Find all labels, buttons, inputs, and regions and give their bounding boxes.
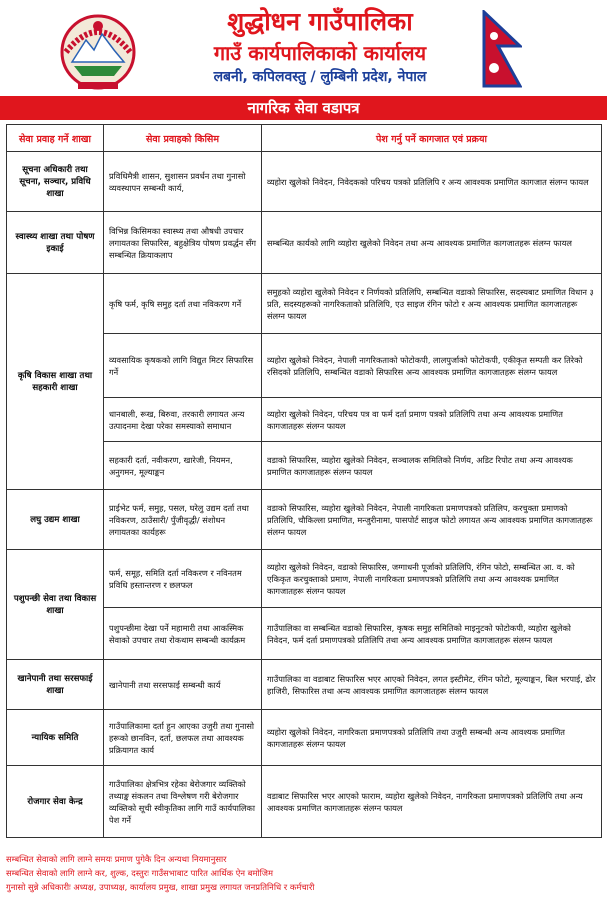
nepal-government-emblem <box>52 8 144 92</box>
documents-cell: व्यहोरा खुलेको निवेदन, परिचय पत्र वा फर्म दर्ता प्रमाण पत्रको प्रतिलिपि तथा अन्य आवश्यक प्रमाणित कागजातहरू संलग्न फायल <box>262 398 602 442</box>
documents-cell: गाउँपालिका वा सम्बन्धित वडाको सिफारिस, कृषक समुह समितिको माइनुटको फोटोकपी, व्यहोरा खुलेको निवेदन, फर्म दर्ता प्रमाणपत्रको प्रतिलिपि तथा अन्य आवश्यक प्रमाणित कागजातहरू संलग्न फायल <box>262 608 602 660</box>
service-cell: गाउँपालिकामा दर्ता हुन आएका उजुरी तथा गुनासो हरूको छानविन, दर्ता, छलफल तथा आवश्यक प्रक्रियागत कार्य <box>104 710 262 766</box>
documents-cell: व्यहोरा खुलेको निवेदन, निवेदकको परिचय पत्रको प्रतिलिपि र अन्य आवश्यक प्रमाणित कागजात संलग्न फायल <box>262 152 602 212</box>
column-header-documents: पेश गर्नु पर्ने कागजात एवं प्रक्रया <box>262 125 602 152</box>
footer-note-grievance-officer: गुनासो सुन्ने अधिकारीः अध्यक्ष, उपाध्यक्ष, कार्यालय प्रमुख, शाखा प्रमुख लगायत जनप्रतिनिधि र कर्मचारी <box>6 882 315 892</box>
column-header-branch: सेवा प्रवाह गर्ने शाखा <box>7 125 104 152</box>
table-row <box>7 152 602 212</box>
service-cell: खानेपानी तथा सरसफाई सम्बन्धी कार्य <box>104 660 262 710</box>
office-title: गाउँ कार्यपालिकाको कार्यालय <box>213 41 427 65</box>
table-row <box>7 550 602 608</box>
branch-name-cell: सूचना अधिकारी तथा सूचना, सञ्चार, प्रविधि शाखा <box>7 152 104 212</box>
table-row <box>7 490 602 550</box>
branch-name-cell: कृषि विकास शाखा तथा सहकारी शाखा <box>7 274 104 490</box>
table-row <box>7 710 602 766</box>
service-cell: धानबाली, रूख, बिरुवा, तरकारी लगायत अन्य उत्पादनमा देखा परेका समस्याको समाधान <box>104 398 262 442</box>
table-row <box>7 766 602 838</box>
documents-cell: व्यहोरा खुलेको निवेदन, नेपाली नागरिकताको फोटोकपी, लालपुर्जाको फोटोकपी, एकीकृत सम्पती कर तिरेको रसिदको प्रतिलिपि, सम्बन्धित वडाको सिफारिस अन्य आवश्यक प्रमाणित कागजातहरू संलग्न फायल <box>262 334 602 398</box>
service-cell: पशुपन्छीमा देखा पर्ने महामारी तथा आकस्मिक सेवाको उपचार तथा रोकथाम सम्बन्धी कार्यक्रम <box>104 608 262 660</box>
branch-name-cell: खानेपानी तथा सरसफाई शाखा <box>7 660 104 710</box>
table-row <box>7 274 602 334</box>
branch-name-cell: न्यायिक समिति <box>7 710 104 766</box>
documents-cell: समुहको व्यहोरा खुलेको निवेदन र निर्णयको प्रतिलिपि, सम्बन्धित वडाको सिफारिस, सदस्यबाट प्रमाणित विधान ३ प्रति, सदस्यहरूको नागरिकताको प्रतिलिपि, एउ साइज रंगिन फोटो र अन्य आवश्यक प्रमाणित कागजातहरू संलग्न फायल <box>262 274 602 334</box>
nepal-flag-icon <box>482 10 522 88</box>
citizen-charter-table <box>6 124 602 838</box>
service-cell: कृषि फर्म, कृषि समुह दर्ता तथा नविकरण गर्ने <box>104 274 262 334</box>
service-cell: विभिन्न किसिमका स्वास्थ्य तथा औषधी उपचार लगायतका सिफारिस, बहुक्षेत्रिय पोषण प्रवर्द्धन सँग सम्बन्धित क्रियाकलाप <box>104 212 262 274</box>
office-address: लबनी, कपिलवस्तु / लुम्बिनी प्रदेश, नेपाल <box>213 69 427 85</box>
service-cell: सहकारी दर्ता, नवीकरण, खारेजी, नियमन, अनुगमन, मूल्याङ्कन <box>104 442 262 490</box>
citizen-charter-banner: नागरिक सेवा वडापत्र <box>0 96 607 120</box>
table-row <box>7 660 602 710</box>
documents-cell: गाउँपालिका वा वडाबाट सिफारिस भएर आएको निवेदन, लगत इस्टीमेट, रंगिन फोटो, मूल्याङ्कन, बिल भरपाई, ढोर हाजिरी, सिफारिस तथा अन्य आवश्यक प्रमाणित कागजातहरू संलग्न फायल <box>262 660 602 710</box>
service-cell: प्राईभेट फर्म, समुह, पसल, घरेलु उद्यम दर्ता तथा नविकरण, ठाउँसारी/ पुँजीवृद्धी/ संशोधन लगायतका कार्यहरू <box>104 490 262 550</box>
service-cell: गाउँपालिका क्षेत्रभित्र रहेका बेरोजगार व्यक्तिको तथ्याङ्क संकलन तथा विश्लेषण गरी बेरोजगार व्यक्तिको सूची स्वीकृतिका लागि गाउँ कार्यपालिका पेश गर्ने <box>104 766 262 838</box>
branch-name-cell: लघु उद्यम शाखा <box>7 490 104 550</box>
footer-note-fees: सम्बन्धित सेवाको लागि लाग्ने कर, शुल्क, दस्तुरः गाउँसभाबाट पारित आर्थिक ऐन बमोजिम <box>6 868 274 878</box>
municipality-title: शुद्धोधन गाउँपालिका <box>227 7 413 36</box>
footer-note-time: सम्बन्धित सेवाको लागि लाग्ने समयः प्रमाण पुगेकै दिन अन्यथा नियमानुसार <box>6 854 227 864</box>
documents-cell: व्यहोरा खुलेको निवेदन, वडाको सिफारिस, जग्गाधनी पूर्जाको प्रतिलिपि, रंगिन फोटो, सम्बन्धित आ. व. को एकिकृत करचुक्ताको प्रमाण, नेपाली नागरिकता प्रमाणपत्रको प्रतिलिपि तथा अन्य आवश्यक प्रमाणित कागजातहरू संलग्न फायल <box>262 550 602 608</box>
documents-cell: सम्बन्धित कार्यको लागि व्यहोरा खुलेको निवेदन तथा अन्य आवश्यक प्रमाणित कागजातहरू संलग्न फायल <box>262 212 602 274</box>
documents-cell: वडाको सिफारिस, व्यहोरा खुलेको निवेदन, नेपाली नागरिकता प्रमाणपत्रको प्रतिलिप, करचुक्ता प्रमाणको प्रतिलिपि, चौकिल्ला प्रमाणित, मन्जुरीनामा, पासपोर्ट साइज फोटो लगायत अन्य आवश्यक प्रमाणित कागजातहरू संलग्न फायल <box>262 490 602 550</box>
column-header-service: सेवा प्रवाहको किसिम <box>104 125 262 152</box>
footer-notes <box>6 852 601 894</box>
branch-name-cell: रोजगार सेवा केन्द्र <box>7 766 104 838</box>
documents-cell: वडाको सिफारिस, व्यहोरा खुलेको निवेदन, सञ्चालक समितिको निर्णय, अडिट रिपोट तथा अन्य आवश्यक प्रमाणित कागजातहरू संलग्न फायल <box>262 442 602 490</box>
service-cell: व्यवसायिक कृषकको लागि विद्युत मिटर सिफारिस गर्ने <box>104 334 262 398</box>
header <box>0 0 607 96</box>
table-header-row <box>7 125 602 152</box>
documents-cell: वडाबाट सिफारिस भएर आएको फाराम, व्यहोरा खुलेको निवेदन, नागरिकता प्रमाणपत्रको प्रतिलिपि तथा अन्य आवश्यक प्रमाणित कागजातहरू संलग्न फायल <box>262 766 602 838</box>
table-row <box>7 212 602 274</box>
branch-name-cell: पशुपन्छी सेवा तथा विकास शाखा <box>7 550 104 660</box>
branch-name-cell: स्वास्थ्य शाखा तथा पोषण इकाई <box>7 212 104 274</box>
documents-cell: व्यहोरा खुलेको निवेदन, नागरिकता प्रमाणपत्रको प्रतिलिपि तथा उजुरी सम्बन्धी अन्य आवश्यक प्रमाणित कागजातहरू संलग्न फायल <box>262 710 602 766</box>
service-cell: फर्म, समूह, समिति दर्ता नविकरण र नविनतम प्रविधि हस्तान्तरण र छलफल <box>104 550 262 608</box>
service-cell: प्रविधिमैत्री शासन, सुशासन प्रवर्धन तथा गुनासो व्यवस्थापन सम्बन्धी कार्य, <box>104 152 262 212</box>
